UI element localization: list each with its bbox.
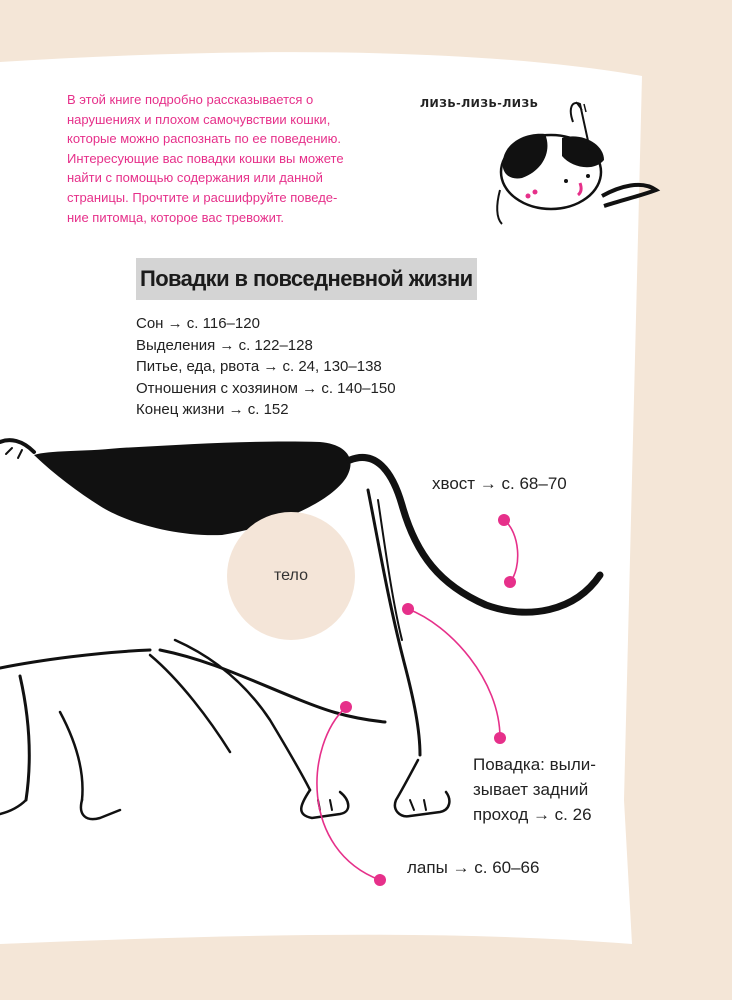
habit-line: зывает задний (473, 780, 589, 799)
toc-item-owner-relations[interactable]: Отношения с хозяином → с. 140–150 (136, 379, 396, 397)
toc-item-sleep[interactable]: Сон → с. 116–120 (136, 315, 260, 332)
toc-item-end-of-life[interactable]: Конец жизни → с. 152 (136, 401, 289, 418)
tail-dot (498, 514, 510, 526)
habit-end-dot (494, 732, 506, 744)
intro-line: которые можно распознать по ее поведению. (67, 131, 342, 147)
habit-label[interactable] (473, 752, 596, 827)
intro-line: страницы. Прочтите и расшифруйте поведе- (67, 189, 338, 205)
intro-line: ние питомца, которое вас тревожит. (67, 209, 285, 225)
habit-line: проход → с. 26 (473, 805, 592, 824)
body-badge (227, 512, 355, 640)
intro-line: найти с помощью содержания или данной (67, 170, 323, 186)
tail-end-dot (504, 576, 516, 588)
intro-text (67, 90, 387, 227)
intro-line: В этой книге подробно рассказывается о (67, 92, 314, 107)
toc-list (136, 313, 396, 421)
body-label: тело (274, 567, 308, 584)
tail-label[interactable]: хвост → с. 68–70 (432, 474, 567, 493)
toc-item-eating[interactable]: Питье, еда, рвота → с. 24, 130–138 (136, 358, 382, 375)
intro-line: Интересующие вас повадки кошки вы можете (67, 150, 344, 166)
lick-caption: ЛИЗЬ-ЛИЗЬ-ЛИЗЬ (420, 97, 539, 110)
habit-line: Повадка: выли- (473, 755, 596, 774)
paws-end-dot (374, 874, 386, 886)
section-title: Повадки в повседневной жизни (136, 258, 477, 300)
habit-dot (402, 603, 414, 615)
toc-item-excretion[interactable]: Выделения → с. 122–128 (136, 336, 313, 354)
intro-line: нарушениях и плохом самочувствии кошки, (67, 111, 331, 127)
paws-label[interactable]: лапы → с. 60–66 (407, 858, 540, 877)
paws-dot (340, 701, 352, 713)
